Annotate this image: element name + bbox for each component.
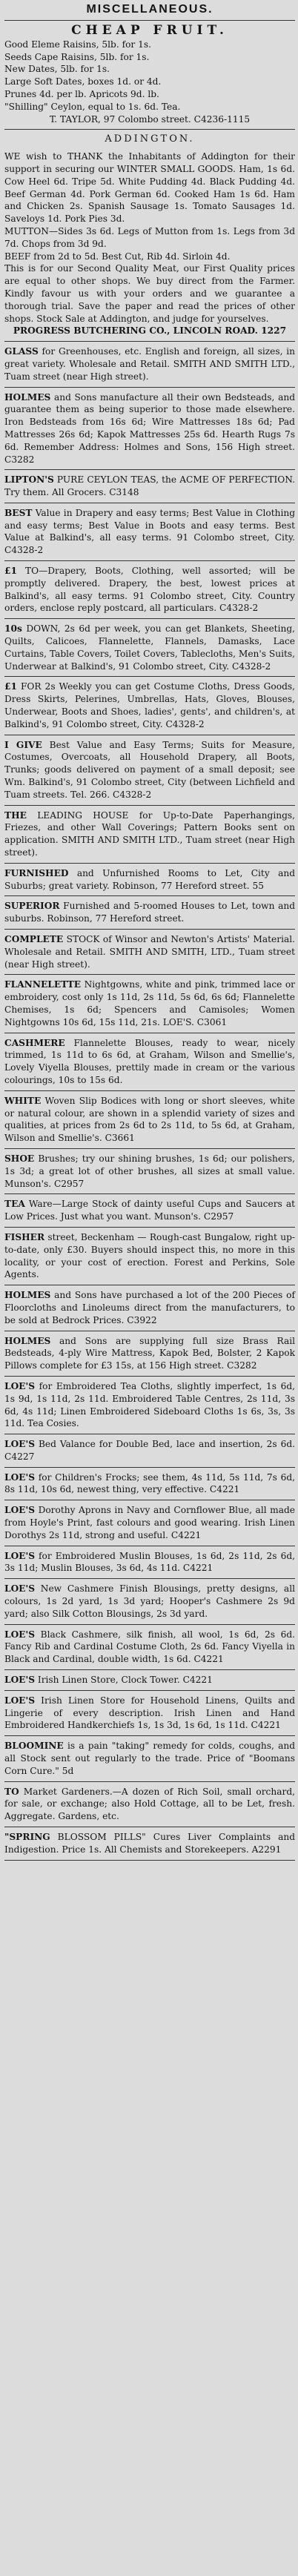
classified-ad: [4, 1198, 295, 1223]
classified-ad: [4, 739, 295, 801]
classified-ad: [4, 1438, 295, 1463]
divider: [4, 974, 295, 975]
classified-ad: [4, 681, 295, 730]
ad-line: New Dates, 5lb. for 1s.: [4, 64, 110, 75]
classified-ad: [4, 623, 295, 672]
divider: [4, 469, 295, 470]
ad-lead-word: FLANNELETTE: [4, 979, 82, 990]
ad-lead-word: SHOE: [4, 1153, 35, 1164]
classified-ad: [4, 565, 295, 615]
ad-line: "Shilling" Ceylon, equal to 1s. 6d. Tea.: [4, 101, 181, 112]
classified-ad: [4, 1289, 295, 1326]
ad-body: for Embroidered Tea Cloths, slightly imperfect, 1s 6d, 1s 9d, 1s 11d, 2s 11d. Embroidered Table Centres, 2s 11d, 3s 6d, 4s 11d; Linen Embroidered Sideboard Cloths 1s 6s, 3s, 3s 11d. Tea Cosies.: [4, 1380, 295, 1429]
divider: [4, 1090, 295, 1091]
ad-lead-word: I GIVE: [4, 739, 42, 750]
ad-body: is a pain "taking" remedy for colds, coughs, and all Stock sent out regularly to the trade. Price of "Boomans Corn Cure." 5d: [4, 1741, 296, 1776]
ad-lead-word: LOE'S: [4, 1583, 36, 1595]
ad-body: Brushes; try our shining brushes, 1s 6d; our polishers, 1s 3d; a great lot of other brushes, all sizes at small value. Munson's. C2957: [4, 1153, 295, 1189]
classified-ad: [4, 1831, 295, 1856]
ad-body: DOWN, 2s 6d per week, you can get Blankets, Sheeting, Quilts, Calicoes, Flannelette, Flannels, Damasks, Lace Curtains, Table Covers, Toilet Covers, Tablecloths, Men's Suits, Underwear at Balkind's, 91 Colombo street, City. C4328-2: [4, 623, 295, 672]
ad-body: for Greenhouses, etc. English and foreign, all sizes, in great variety. Wholesale and Retail. SMITH AND SMITH LTD., Tuam street (near High street).: [4, 346, 295, 382]
ad-lead-word: LOE'S: [4, 1439, 36, 1450]
ad-body: LEADING HOUSE for Up-to-Date Paperhangings, Friezes, and other Wall Coverings; Pattern Books sent on application. SMITH AND SMITH LTD., Tuam street (near High street).: [4, 809, 295, 858]
classified-ad: [4, 1095, 295, 1145]
ad-addington: [4, 133, 295, 337]
divider: [4, 1781, 295, 1782]
divider: [4, 895, 295, 896]
ad-body: Ware—Large Stock of dainty useful Cups and Saucers at Low Prices. Just what you want. Munson's. C2957: [4, 1199, 295, 1222]
ad-lead-word: 10s: [4, 623, 22, 635]
ad-title: CHEAP FRUIT.: [71, 23, 228, 38]
classified-ad: [4, 1231, 295, 1281]
divider: [4, 341, 295, 342]
ad-body: Irish Linen Store, Clock Tower. C4221: [37, 1675, 213, 1686]
ad-line: Prunes 4d. per lb. Apricots 9d. lb.: [4, 88, 159, 99]
classified-ad: [4, 1740, 295, 1777]
divider: [4, 1735, 295, 1736]
ad-body: Value in Drapery and easy terms; Best Value in Clothing and easy terms; Best Value in Boots and easy terms. Best Value at Balkind's, all easy terms. 91 Colombo street, City. C4328-2: [4, 507, 295, 556]
ad-body: Black Cashmere, silk finish, all wool, 1s 6d, 2s 6d. Fancy Rib and Cardinal Costume Cloth, 2s 6d. Fancy Viyella in Black and Cardinal, double width, 1s 6d. C4221: [4, 1629, 296, 1665]
ad-lead-word: WHITE: [4, 1095, 42, 1106]
ad-lead-word: BLOOMINE: [4, 1741, 64, 1752]
ad-lead-word: BEST: [4, 507, 33, 518]
classified-ad: [4, 1037, 295, 1087]
ad-body: and Sons have purchased a lot of the 200 Pieces of Floorcloths and Linoleums direct from the manufacturers, to be sold at Bedrock Prices. C3922: [4, 1290, 295, 1325]
classified-ad: [4, 1583, 295, 1620]
classified-ad: [4, 1335, 295, 1372]
divider: [4, 129, 295, 130]
ad-footer: PROGRESS BUTCHERING CO., LINCOLN ROAD. 1227: [13, 325, 287, 337]
ad-lead-word: HOLMES: [4, 391, 51, 403]
ad-body: Woven Slip Bodices with long or short sleeves, white or natural colour, are shown in a splendid variety of sizes and qualities, at prices from 2s 6d to 2s 11d, to 5s 6d, at Graham, Wilson and Smellie's. C3661: [4, 1095, 296, 1144]
ad-body: for Children's Frocks; see them, 4s 11d, 5s 11d, 7s 6d, 8s 11d, 10s 6d, newest thing, very effective. C4221: [4, 1471, 296, 1495]
ad-cheap-fruit: [4, 24, 295, 125]
divider: [4, 1467, 295, 1468]
ad-lead-word: SUPERIOR: [4, 901, 60, 912]
divider: [4, 805, 295, 806]
ad-line: Good Eleme Raisins, 5lb. for 1s.: [4, 39, 151, 50]
classified-ad: [4, 1629, 295, 1666]
classified-ad: [4, 1153, 295, 1190]
divider: [4, 676, 295, 677]
divider: [4, 618, 295, 619]
classified-ad: [4, 979, 295, 1028]
ad-body: Furnished and 5-roomed Houses to Let, town and suburbs. Robinson, 77 Hereford street.: [4, 901, 296, 924]
classified-ad: [4, 345, 295, 383]
ad-lead-word: FISHER: [4, 1231, 45, 1242]
ad-lead-word: £1: [4, 566, 17, 577]
divider: [4, 1669, 295, 1670]
classified-ad: [4, 474, 295, 499]
ad-lead-word: LOE'S: [4, 1675, 36, 1686]
divider: [4, 863, 295, 864]
ad-lead-word: GLASS: [4, 346, 39, 357]
ad-body: MUTTON—Sides 3s 6d. Legs of Mutton from 1s. Legs from 3d 7d. Chops from 3d 9d.: [4, 225, 295, 249]
section-title: MISCELLANEOUS.: [86, 3, 213, 16]
classified-ad: [4, 900, 295, 925]
ad-lead-word: COMPLETE: [4, 934, 64, 944]
divider: [4, 560, 295, 561]
ad-body: and Sons manufacture all their own Bedsteads, and guarantee them as being superior to those made elsewhere. Iron Bedsteads from 16s 6d; Wire Mattresses 18s 6d; Pad Mattresses 26s 6d; Kapok Mattresses 25s 6d. Hearth Rugs 7s 6d. Remember Address: Holmes and Sons, 156 High street. C3282: [4, 391, 295, 465]
ad-body: Irish Linen Store for Household Linens, Quilts and Lingerie of every description. Irish Linen and Hand Embroidered Handkerchiefs 1s, 1s 3d, 1s 6d, 1s 11d. C4221: [4, 1695, 295, 1731]
ad-lead-word: LOE'S: [4, 1505, 36, 1516]
divider: [4, 1624, 295, 1625]
classified-ad: [4, 809, 295, 859]
ad-line: Large Soft Dates, boxes 1d. or 4d.: [4, 76, 162, 87]
classified-ad: [4, 1695, 295, 1732]
ad-lead-word: HOLMES: [4, 1335, 51, 1346]
divider: [4, 1227, 295, 1228]
classified-ad: [4, 1504, 295, 1541]
ad-body: This is for our Second Quality Meat, our First Quality prices are equal to other shops. We buy direct from the Farmer. Kindly favour us with your orders and we guarantee a thorough trial. Save the paper and read the prices of other shops. Stock Sale at Addington, and judge for yourselves.: [4, 263, 295, 324]
classified-ad: [4, 1674, 295, 1686]
divider: [4, 1148, 295, 1149]
divider: [4, 387, 295, 388]
ad-lead-word: CASHMERE: [4, 1037, 65, 1048]
divider: [4, 1860, 295, 1861]
ad-lead-word: LOE'S: [4, 1380, 36, 1391]
ad-lead-word: FURNISHED: [4, 867, 69, 878]
ad-lead-word: LOE'S: [4, 1471, 36, 1483]
divider: [4, 929, 295, 930]
ad-title: ADDINGTON.: [105, 133, 195, 145]
ad-body: Nightgowns, white and pink, trimmed lace or embroidery, cost only 1s 11d, 2s 11d, 5s 6d, 6s 6d; Flannelette Chemises, 1s 6d; Spencers and Camisoles; Women Nightgowns 10s 6d, 15s 11d, 21s. LOE'S. C3061: [4, 979, 295, 1027]
ad-lead-word: LOE'S: [4, 1629, 36, 1640]
classified-ad: [4, 1786, 295, 1823]
ad-body: Bed Valance for Double Bed, lace and insertion, 2s 6d. C4227: [4, 1439, 295, 1462]
ad-body: TO—Drapery, Boots, Clothing, well assorted; will be promptly delivered. Drapery, the best, lowest prices at Balkind's, all easy terms. 91 Colombo street, City. Country orders, enclose reply postcard, all particulars. C4328-2: [4, 566, 295, 614]
ad-body: WE wish to THANK the Inhabitants of Addington for their support in securing our WINTER SMALL GOODS. Ham, 1s 6d. Cow Heel 6d. Tripe 5d. White Pudding 4d. Black Pudding 4d. Beef German 4d. Pork German 6d. Cooked Ham 1s 6d. Ham and Chicken 2s. Spanish Sausage 1s. Tomato Sausages 1d. Saveloys 1d. Pork Pies 3d.: [4, 151, 295, 225]
ad-lead-word: LOE'S: [4, 1550, 36, 1561]
ad-body: street, Beckenham — Rough-cast Bungalow, right up-to-date, only £30. Buyers should inspect this, no more in this locality, or your cost of erection. Forest and Perkins, Sole Agents.: [4, 1231, 295, 1280]
ad-body: STOCK of Winsor and Newton's Artists' Material. Wholesale and Retail. SMITH AND SMITH, LTD., Tuam street (near High street).: [4, 934, 296, 970]
ad-lead-word: TEA: [4, 1199, 25, 1210]
classified-ad: [4, 391, 295, 466]
divider: [4, 20, 295, 21]
divider: [4, 1193, 295, 1194]
ad-body: PURE CEYLON TEAS, the ACME OF PERFECTION. Try them. All Grocers. C3148: [4, 474, 296, 498]
classified-ad: [4, 507, 295, 557]
ad-lead-word: TO: [4, 1786, 19, 1797]
classified-ad: [4, 1471, 295, 1497]
ad-body: Best Value and Easy Terms; Suits for Measure, Costumes, Overcoats, all Household Drapery, all Boots, Trunks; goods delivered on payment of a small deposit; see Wm. Balkind's, 91 Colombo street, City (between Lichfield and Tuam streets. Tel. 266. C4328-2: [4, 739, 295, 800]
ad-lead-word: LIPTON'S: [4, 474, 54, 486]
divider: [4, 1376, 295, 1377]
ad-body: Flannelette Blouses, ready to wear, nicely trimmed, 1s 11d to 6s 6d, at Graham, Wilson and Smellie's, Lovely Viyella Blouses, prettily made in cream or the various colourings, 10s to 15s 6d.: [4, 1037, 295, 1085]
divider: [4, 1690, 295, 1691]
ad-body: FOR 2s Weekly you can get Costume Cloths, Dress Goods, Dress Skirts, Pelerines, Umbrellas, Hats, Gloves, Blouses, Underwear, Boots and Shoes, ladies', gents', and children's, at Balkind's, 91 Colombo street, City. C4328-2: [4, 681, 296, 729]
ad-lead-word: HOLMES: [4, 1290, 51, 1301]
ad-body: Market Gardeners.—A dozen of Rich Soil, small orchard, for sale, or exchange; also Hold Cottage, all to be Let, fresh. Aggregate. Gardens, etc.: [4, 1786, 295, 1822]
ad-body: BLOSSOM PILLS" Cures Liver Complaints and Indigestion. Price 1s. All Chemists and Storekeepers. A2291: [4, 1832, 296, 1855]
ad-line: Seeds Cape Raisins, 5lb. for 1s.: [4, 51, 150, 62]
ad-body: New Cashmere Finish Blousings, pretty designs, all colours, 1s 2d yard, 1s 3d yard; Hooper's Cashmere 2s 9d yard; also Silk Cotton Blousings, 2s 3d yard.: [4, 1583, 295, 1619]
classified-ad: [4, 1550, 295, 1575]
ad-body: and Unfurnished Rooms to Let, City and Suburbs; great variety. Robinson, 77 Hereford street. 55: [4, 867, 296, 891]
ad-body: for Embroidered Muslin Blouses, 1s 6d, 2s 11d, 2s 6d, 3s 11d; Muslin Blouses, 3s 6d, 4s 11d. C4221: [4, 1550, 295, 1574]
ad-lead-word: LOE'S: [4, 1695, 36, 1706]
ad-body: Dorothy Aprons in Navy and Cornflower Blue, all made from Hoyle's Print, fast colours and good wearing. Irish Linen Dorothys 2s 11d, strong and useful. C4221: [4, 1505, 295, 1540]
classified-ad: [4, 933, 295, 970]
ad-lead-word: THE: [4, 809, 27, 821]
ad-lead-word: £1: [4, 681, 17, 692]
ad-body: BEEF from 2d to 5d. Best Cut, Rib 4d. Sirloin 4d.: [4, 251, 231, 262]
classified-ad: [4, 1380, 295, 1430]
ad-lead-word: "SPRING: [4, 1832, 50, 1843]
ad-footer: T. TAYLOR, 97 Colombo street. C4236-1115: [49, 113, 251, 125]
ad-body: and Sons are supplying full size Brass Rail Bedsteads, 4-ply Wire Mattress, Kapok Bed, Bolster, 2 Kapok Pillows complete for £3 15s, at 156 High street. C3282: [4, 1335, 296, 1371]
divider: [4, 1578, 295, 1579]
classified-list: [4, 345, 295, 1860]
classified-ad: [4, 867, 295, 893]
